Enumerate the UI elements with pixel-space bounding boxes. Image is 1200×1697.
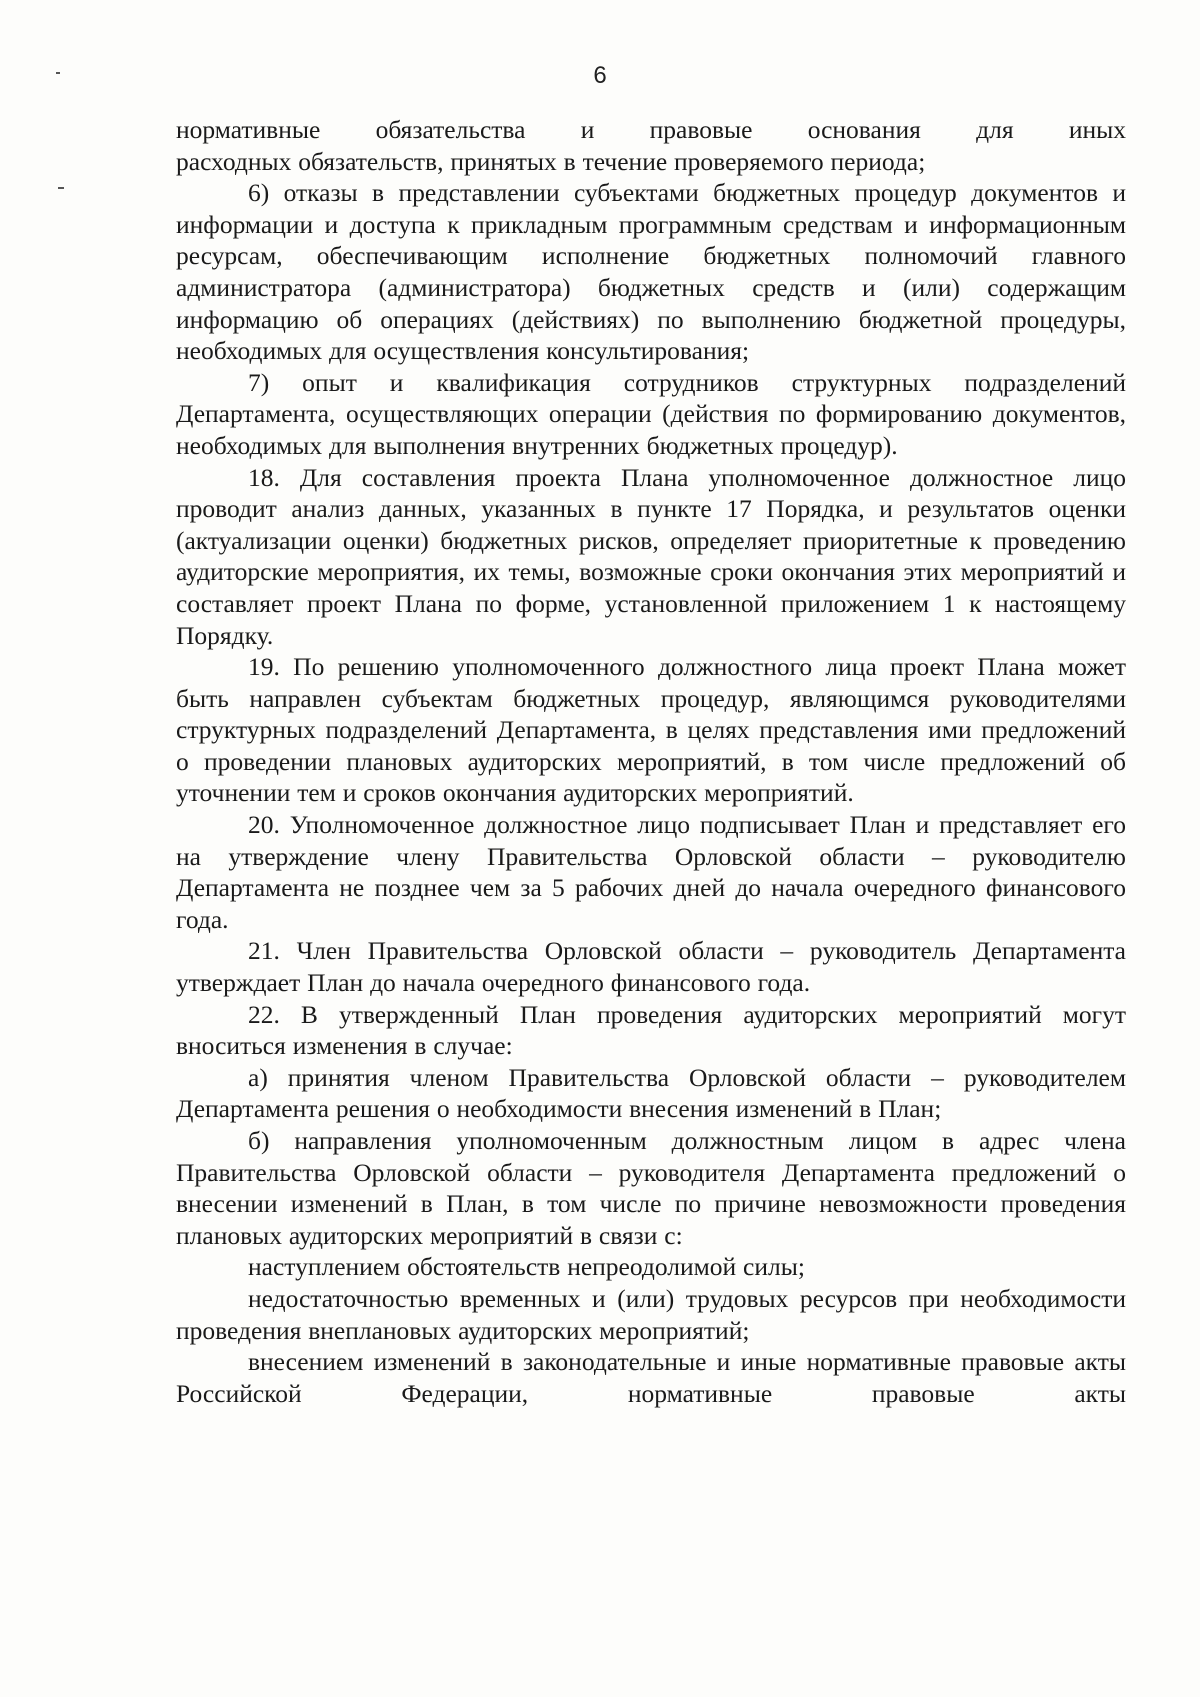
paragraph: недостаточностью временных и (или) трудовых ресурсов при необходимости проведения внеплановых аудиторских мероприятий; xyxy=(176,1283,1126,1345)
paragraph: 19. По решению уполномоченного должностного лица проект Плана может быть направлен субъектам бюджетных процедур, являющимся руководителями структурных подразделений Департамента, в целях представления ими предложений о проведении плановых аудиторских мероприятий, в том числе предложений об уточнении тем и сроков окончания аудиторских мероприятий. xyxy=(176,652,1126,808)
paragraph: нормативные обязательства и правовые основания для иных xyxy=(176,115,1126,144)
paragraph: расходных обязательств, принятых в течение проверяемого периода; xyxy=(176,146,926,176)
paragraph: 20. Уполномоченное должностное лицо подписывает План и представляет его на утверждение члену Правительства Орловской области – руководителю Департамента не позднее чем за 5 рабочих дней до начала очередного финансового года. xyxy=(176,810,1126,934)
paragraph: 22. В утвержденный План проведения аудиторских мероприятий могут вноситься изменения в случае: xyxy=(176,999,1126,1061)
scan-speck xyxy=(58,187,64,189)
paragraph: наступлением обстоятельств непреодолимой силы; xyxy=(248,1252,805,1282)
paragraph: а) принятия членом Правительства Орловской области – руководителем Департамента решения о необходимости внесения изменений в План; xyxy=(176,1062,1126,1124)
paragraph: 21. Член Правительства Орловской области – руководитель Департамента утверждает План до начала очередного финансового года. xyxy=(176,936,1126,998)
page-number: 6 xyxy=(593,62,607,89)
paragraph: внесением изменений в законодательные и иные нормативные правовые акты Российской Федерации, нормативные правовые акты xyxy=(176,1347,1126,1408)
paragraph: 6) отказы в представлении субъектами бюджетных процедур документов и информации и доступа к прикладным программным средствам и информационным ресурсам, обеспечивающим исполнение бюджетных полномочий главного администратора (администратора) бюджетных средств и (или) содержащим информацию об операциях (действиях) по выполнению бюджетной процедуры, необходимых для осуществления консультирования; xyxy=(176,178,1126,366)
document-body xyxy=(176,114,1126,1409)
paragraph: б) направления уполномоченным должностным лицом в адрес члена Правительства Орловской области – руководителя Департамента предложений о внесении изменений в План, в том числе по причине невозможности проведения плановых аудиторских мероприятий в связи с: xyxy=(176,1126,1126,1250)
paragraph: 18. Для составления проекта Плана уполномоченное должностное лицо проводит анализ данных, указанных в пункте 17 Порядка, и результатов оценки (актуализации оценки) бюджетных рисков, определяет приоритетные к проведению аудиторские мероприятия, их темы, возможные сроки окончания этих мероприятий и составляет проект Плана по форме, установленной приложением 1 к настоящему Порядку. xyxy=(176,462,1126,650)
paragraph: 7) опыт и квалификация сотрудников структурных подразделений Департамента, осуществляющих операции (действия по формированию документов, необходимых для выполнения внутренних бюджетных процедур). xyxy=(176,367,1126,460)
